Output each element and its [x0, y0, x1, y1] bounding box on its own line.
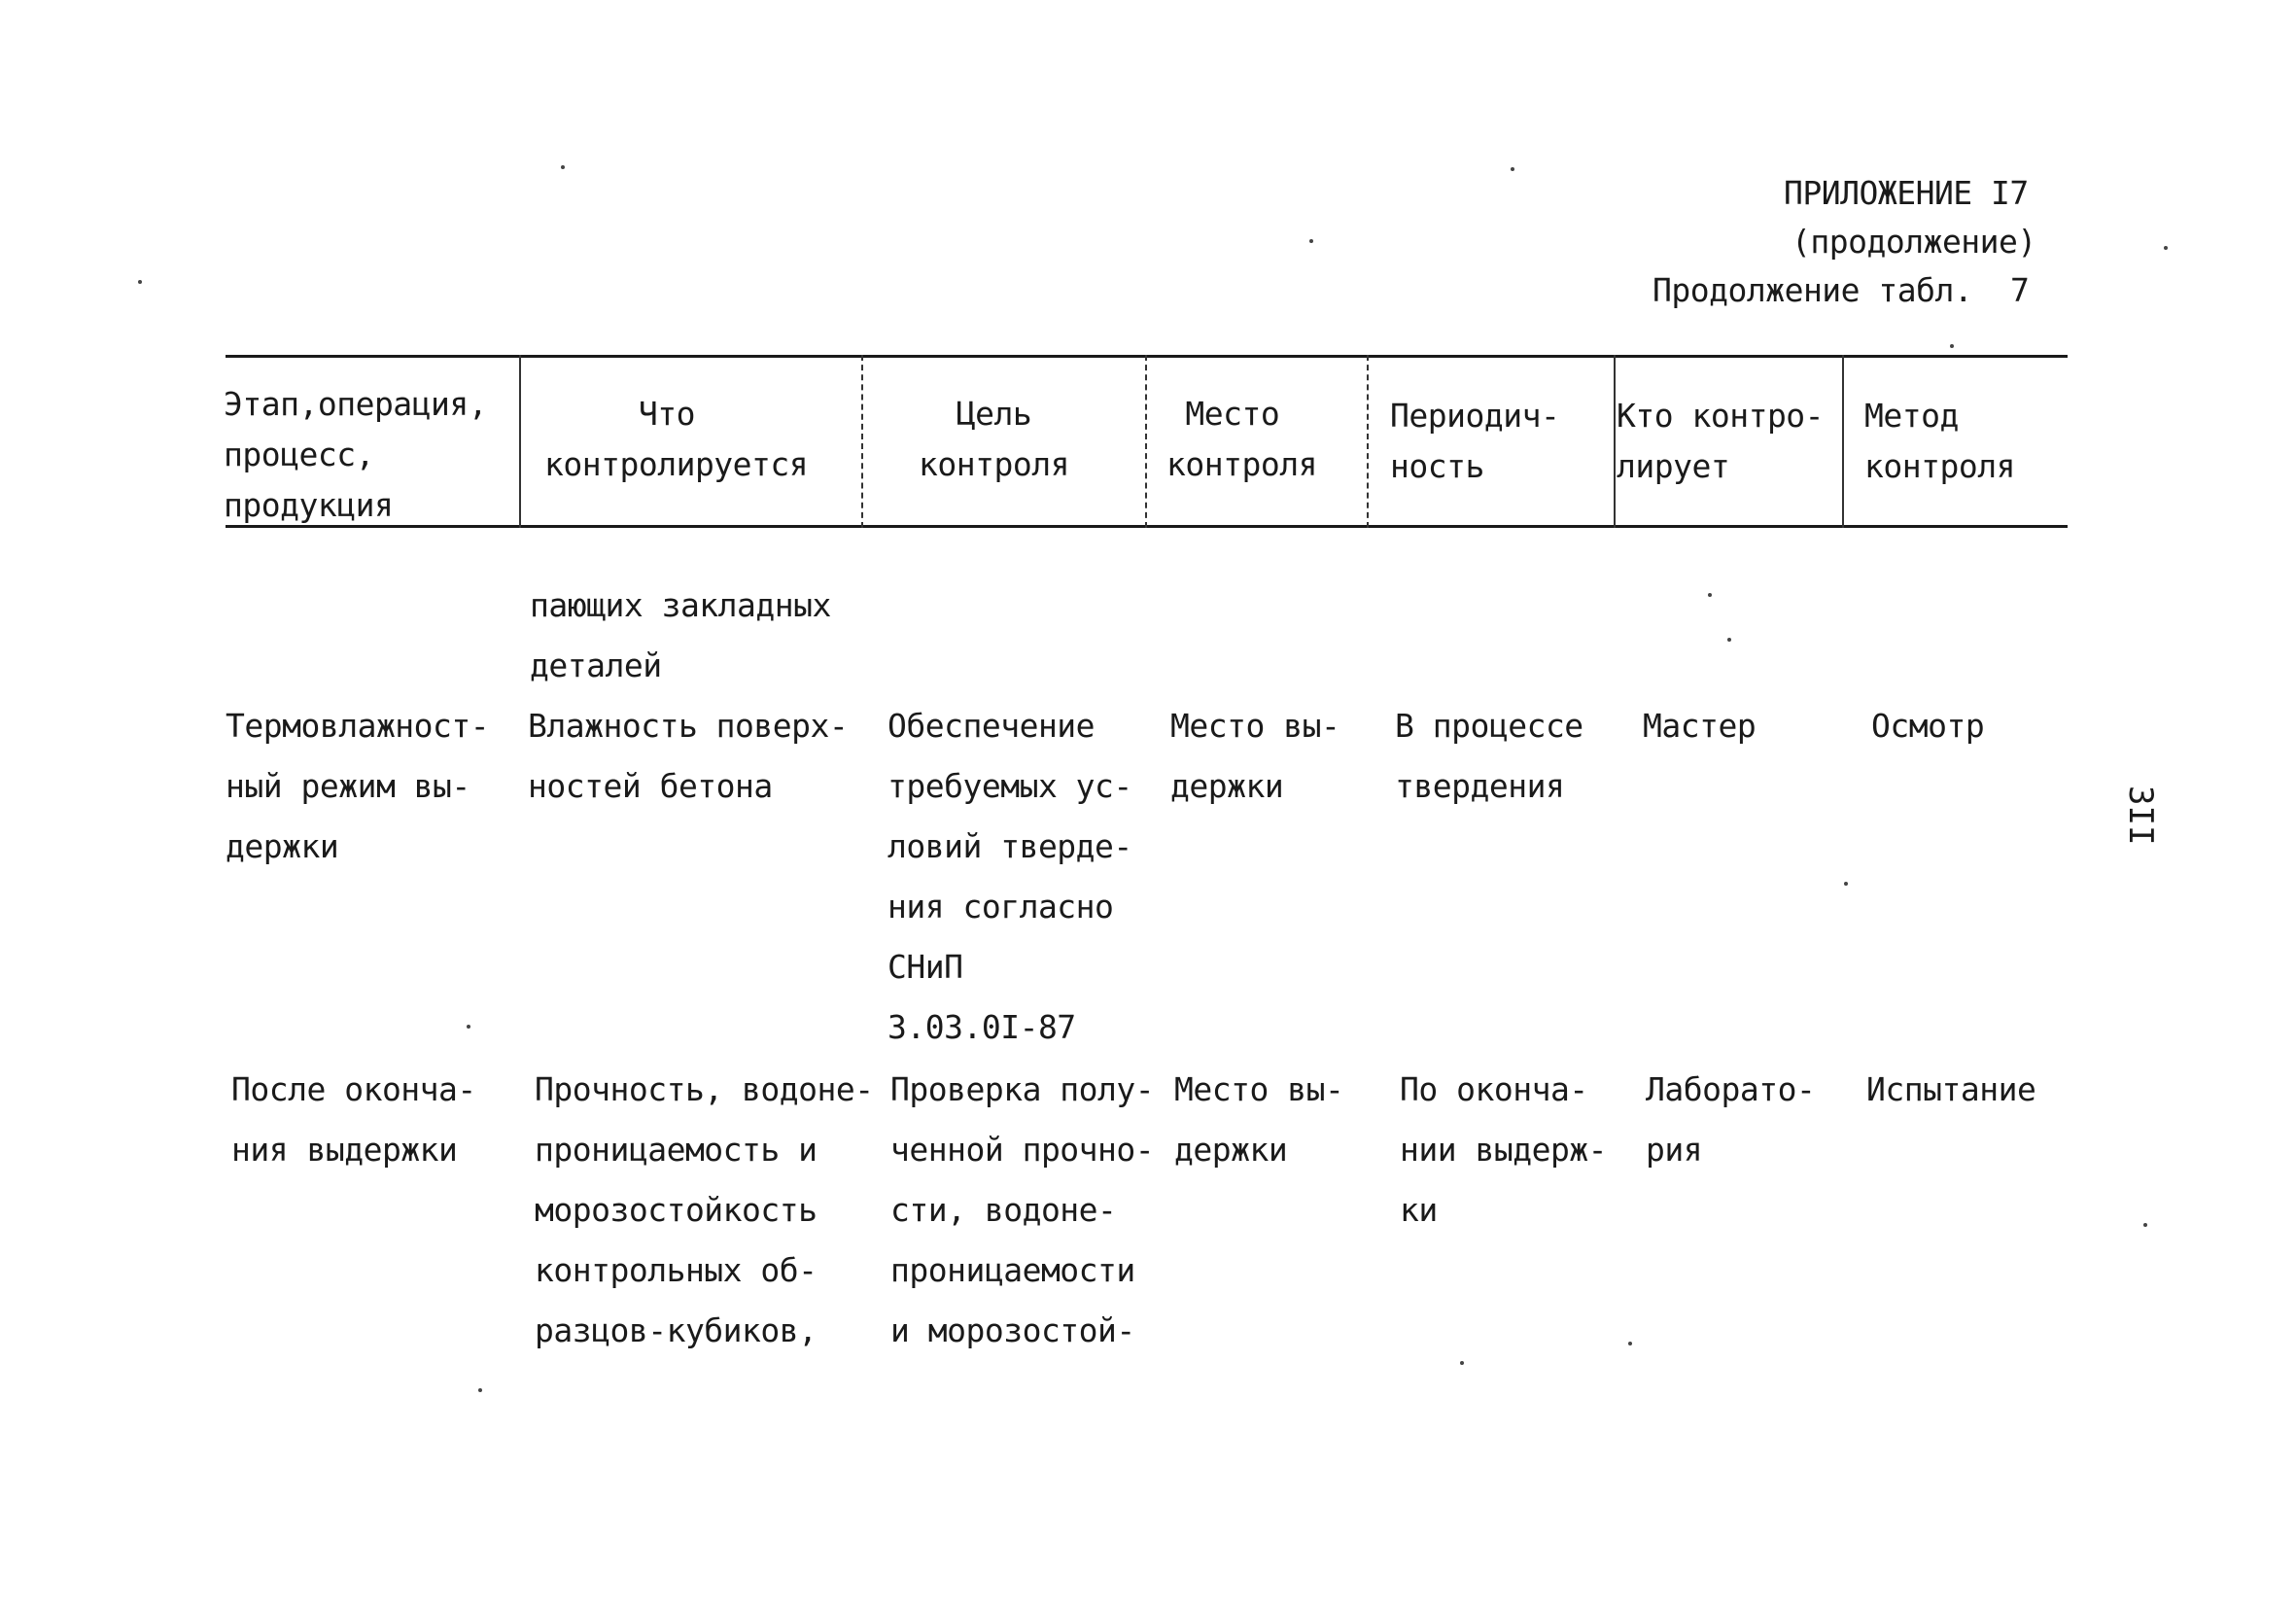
- row2-method: Испытание: [1866, 1070, 2036, 1108]
- column-divider: [861, 355, 863, 528]
- row1-place: Место вы- держки: [1170, 707, 1340, 805]
- scan-speck: [1950, 344, 1954, 348]
- row1-who: Мастер: [1643, 707, 1757, 745]
- row1-method: Осмотр: [1871, 707, 1985, 745]
- continuation-note: (продолжение): [1792, 223, 2036, 261]
- header-stage: Этап,операция, процесс, продукция: [224, 385, 488, 524]
- scan-speck: [1727, 638, 1731, 642]
- scan-speck: [1628, 1342, 1632, 1345]
- column-divider: [1842, 355, 1844, 528]
- table-caption: Продолжение табл. 7: [1652, 271, 2030, 309]
- row1-periodicity: В процессе твердения: [1395, 707, 1583, 805]
- scan-speck: [1511, 167, 1514, 171]
- row2-what: Прочность, водоне- проницаемость и морозостойкость контрольных об- разцов-кубиков,: [535, 1070, 874, 1349]
- scan-speck: [1844, 882, 1848, 886]
- page-number: 3II: [2121, 786, 2160, 846]
- continued-cell: пающих закладных деталей: [530, 586, 831, 684]
- scan-speck: [2143, 1223, 2147, 1227]
- scan-speck: [1708, 593, 1712, 597]
- row2-place: Место вы- держки: [1174, 1070, 1344, 1169]
- row1-purpose: Обеспечение требуемых ус- ловий тверде- ния согласно СНиП 3.03.0I-87: [887, 707, 1132, 1046]
- header-periodicity: Периодич- ность: [1390, 397, 1560, 485]
- row2-who: Лаборато- рия: [1646, 1070, 1816, 1169]
- scan-speck: [467, 1025, 470, 1029]
- scan-speck: [478, 1388, 482, 1392]
- appendix-title: ПРИЛОЖЕНИЕ I7: [1784, 174, 2029, 212]
- row2-stage: После оконча- ния выдержки: [231, 1070, 476, 1169]
- header-purpose: Цель контроля: [919, 395, 1069, 483]
- column-divider: [1614, 355, 1616, 528]
- row2-periodicity: По оконча- нии выдерж- ки: [1400, 1070, 1608, 1229]
- scan-speck: [1460, 1361, 1464, 1365]
- column-divider: [1145, 355, 1147, 528]
- scan-speck: [1309, 239, 1313, 243]
- header-place: Место контроля: [1166, 395, 1317, 483]
- header-who: Кто контро- лирует: [1617, 397, 1825, 485]
- header-method: Метод контроля: [1864, 397, 2015, 485]
- scan-speck: [2164, 246, 2168, 250]
- scan-speck: [138, 280, 142, 284]
- column-divider: [519, 355, 521, 528]
- row1-what: Влажность поверх- ностей бетона: [528, 707, 849, 805]
- header-what: Что контролируется: [544, 395, 809, 483]
- row1-stage: Термовлажност- ный режим вы- держки: [226, 707, 490, 865]
- column-divider: [1367, 355, 1369, 528]
- row2-purpose: Проверка полу- ченной прочно- сти, водоне- проницаемости и морозостой-: [890, 1070, 1155, 1349]
- scan-speck: [561, 165, 565, 169]
